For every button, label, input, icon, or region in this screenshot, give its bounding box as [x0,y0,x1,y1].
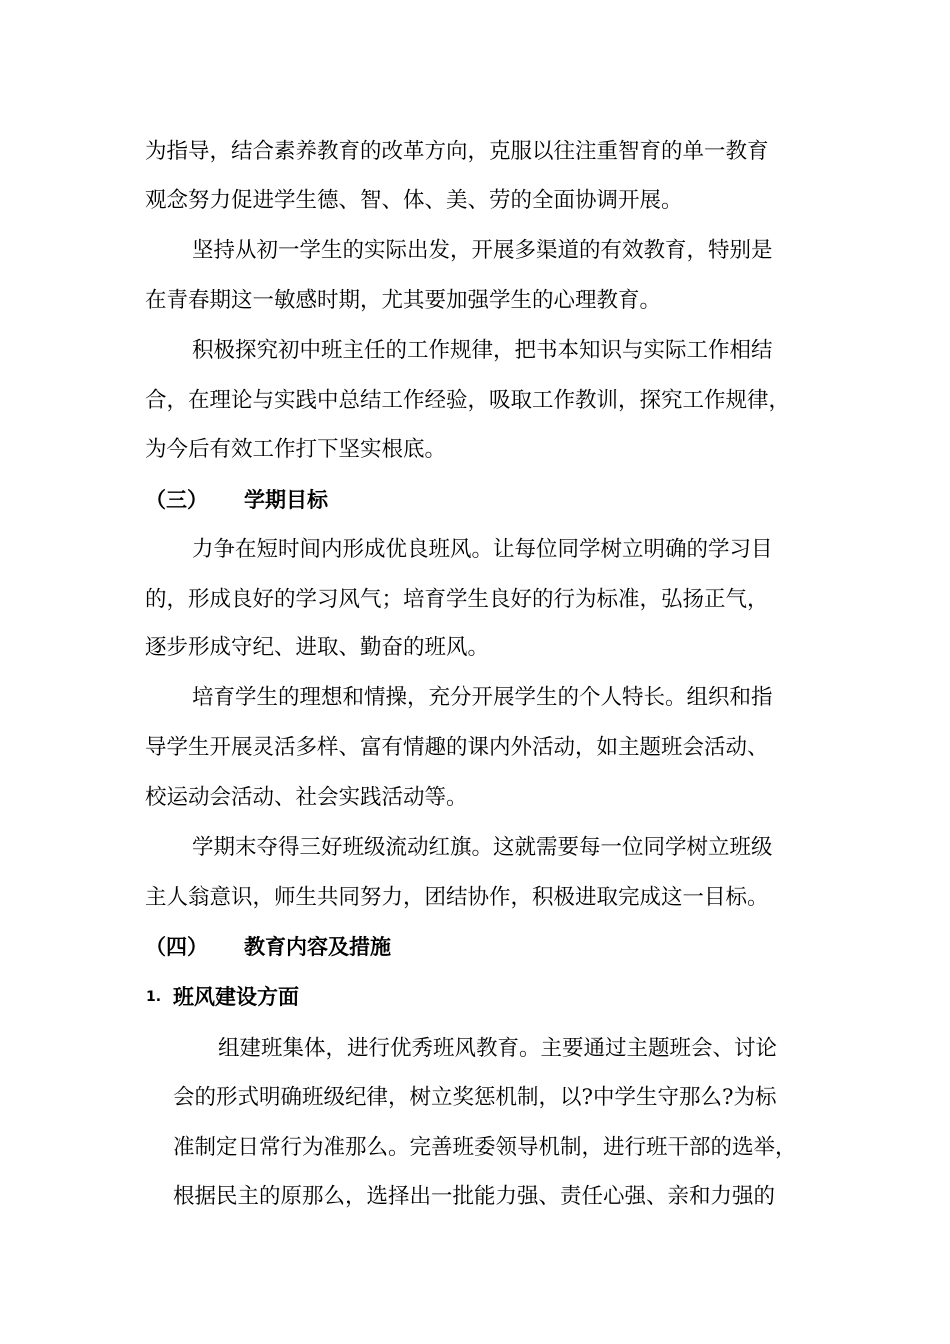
paragraph-7-line-2: 会的形式明确班级纪律，树立奖惩机制，以?中学生守那么?为标 [173,1085,777,1110]
paragraph-3-line-1: 积极探究初中班主任的工作规律，把书本知识与实际工作相结 [192,338,773,363]
paragraph-6-line-1: 学期末夺得三好班级流动红旗。这就需要每一位同学树立班级 [192,835,773,860]
paragraph-5-line-2: 导学生开展灵活多样、富有情趣的课内外活动，如主题班会活动、 [145,735,769,760]
paragraph-4-line-3: 逐步形成守纪、进取、勤奋的班风。 [145,635,490,660]
paragraph-2-line-2: 在青春期这一敏感时期，尤其要加强学生的心理教育。 [145,288,662,313]
paragraph-3-line-3: 为今后有效工作打下坚实根底。 [145,437,447,462]
paragraph-7-line-1: 组建班集体，进行优秀班风教育。主要通过主题班会、讨论 [218,1036,778,1061]
paragraph-4-line-1: 力争在短时间内形成优良班风。让每位同学树立明确的学习目 [192,537,773,562]
section-3-number: （三） [145,488,208,512]
paragraph-2-line-1: 坚持从初一学生的实际出发，开展多渠道的有效教育，特别是 [192,238,773,263]
paragraph-7-line-3: 准制定日常行为准那么。完善班委领导机制，进行班干部的选举， [173,1135,797,1160]
paragraph-6-line-2: 主人翁意识，师生共同努力，团结协作，积极进取完成这一目标。 [145,885,769,910]
paragraph-7-line-4: 根据民主的原那么，选择出一批能力强、责任心强、亲和力强的 [173,1184,776,1209]
paragraph-3-line-2: 合，在理论与实践中总结工作经验，吸取工作教训，探究工作规律， [145,388,791,413]
paragraph-4-line-2: 的，形成良好的学习风气；培育学生良好的行为标准，弘扬正气， [145,587,769,612]
subsection-1-title: 班风建设方面 [173,985,299,1009]
section-4-number: （四） [145,935,208,959]
paragraph-5-line-3: 校运动会活动、社会实践活动等。 [145,785,468,810]
paragraph-1-line-1: 为指导，结合素养教育的改革方向，克服以往注重智育的单一教育 [145,139,769,164]
section-3-title: 学期目标 [244,488,328,512]
subsection-1-number: 1. [146,989,162,1005]
section-4-title: 教育内容及措施 [244,935,391,959]
paragraph-5-line-1: 培育学生的理想和情操，充分开展学生的个人特长。组织和指 [192,685,773,710]
paragraph-1-line-2: 观念努力促进学生德、智、体、美、劳的全面协调开展。 [145,188,683,213]
